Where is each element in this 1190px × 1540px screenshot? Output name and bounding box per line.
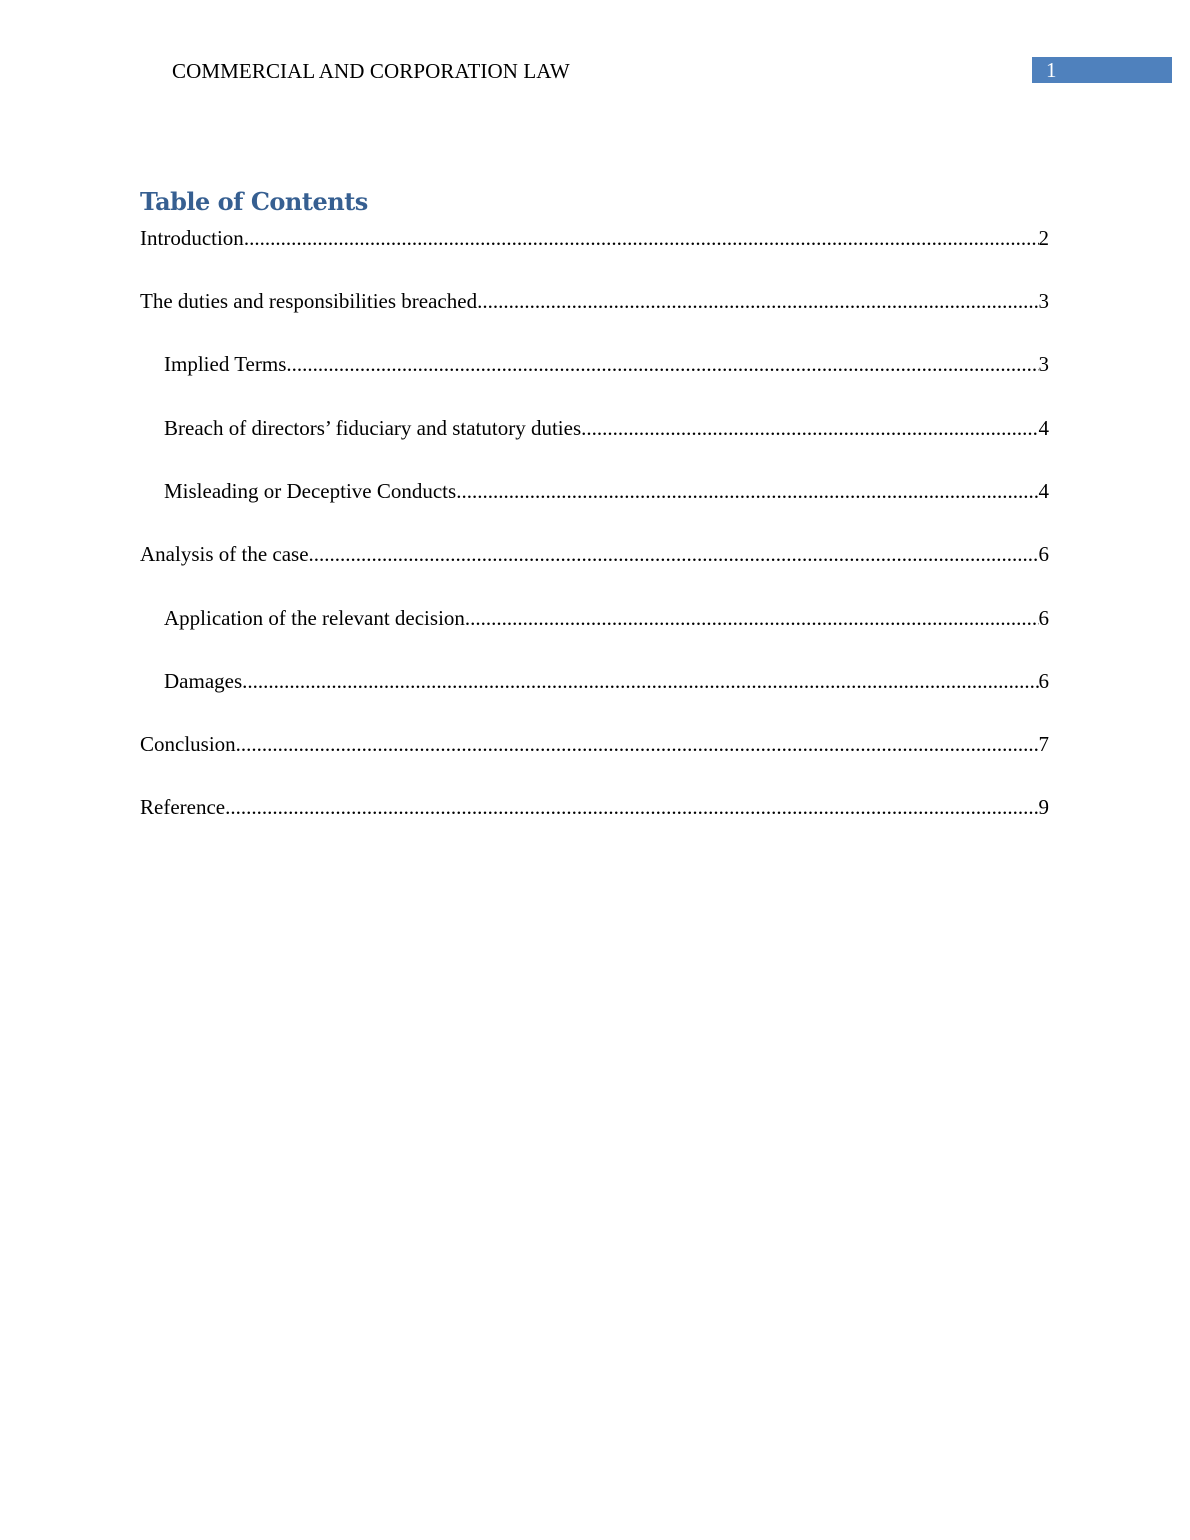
toc-entry-duties-breached[interactable] (140, 286, 1049, 316)
page-number-box (1032, 57, 1172, 83)
toc-dot-leader (309, 539, 1039, 569)
toc-entry-implied-terms[interactable] (164, 349, 1049, 379)
toc-entry-text: Reference (140, 795, 226, 819)
toc-entry-text: Analysis of the case (140, 542, 309, 566)
toc-entry-damages[interactable] (164, 666, 1049, 696)
page-number: 1 (1046, 58, 1057, 82)
toc-entry-page: 6 (1038, 606, 1049, 630)
toc-entry-text: Damages (164, 669, 243, 693)
toc-entry-conclusion[interactable] (140, 729, 1049, 759)
toc-heading: Table of Contents (140, 187, 368, 216)
toc-entry-page: 6 (1038, 669, 1049, 693)
toc-entry-text: Conclusion (140, 732, 236, 756)
toc-entry-text: Introduction (140, 226, 244, 250)
toc-entry-application[interactable] (164, 603, 1049, 633)
toc-entry-reference[interactable] (140, 792, 1049, 822)
toc-entry-text: Implied Terms (164, 352, 287, 376)
toc-entry-analysis[interactable] (140, 539, 1049, 569)
toc-entry-page: 4 (1038, 479, 1049, 503)
toc-entry-text: Application of the relevant decision (164, 606, 465, 630)
toc-dot-leader (236, 729, 1039, 759)
toc-entry-page: 4 (1038, 416, 1049, 440)
toc-dot-leader (477, 286, 1038, 316)
toc-dot-leader (225, 792, 1038, 822)
toc-dot-leader (244, 223, 1039, 253)
toc-entry-page: 6 (1038, 542, 1049, 566)
toc-entry-page: 3 (1038, 352, 1049, 376)
toc-entry-text: The duties and responsibilities breached (140, 289, 478, 313)
toc-dot-leader (456, 476, 1038, 506)
toc-entry-directors-duties[interactable] (164, 413, 1049, 443)
toc-entry-text: Breach of directors’ fiduciary and statutory duties (164, 416, 582, 440)
toc-dot-leader (581, 413, 1038, 443)
toc-dot-leader (242, 666, 1038, 696)
toc-dot-leader (286, 349, 1038, 379)
toc-entry-introduction[interactable] (140, 223, 1049, 253)
toc-entry-text: Misleading or Deceptive Conducts (164, 479, 457, 503)
toc-entry-misleading-conduct[interactable] (164, 476, 1049, 506)
toc-entry-page: 7 (1038, 732, 1049, 756)
header-title: COMMERCIAL AND CORPORATION LAW (172, 59, 570, 83)
toc-dot-leader (465, 603, 1039, 633)
toc-entry-page: 3 (1038, 289, 1049, 313)
toc-entry-page: 2 (1038, 226, 1049, 250)
toc-entry-page: 9 (1038, 795, 1049, 819)
